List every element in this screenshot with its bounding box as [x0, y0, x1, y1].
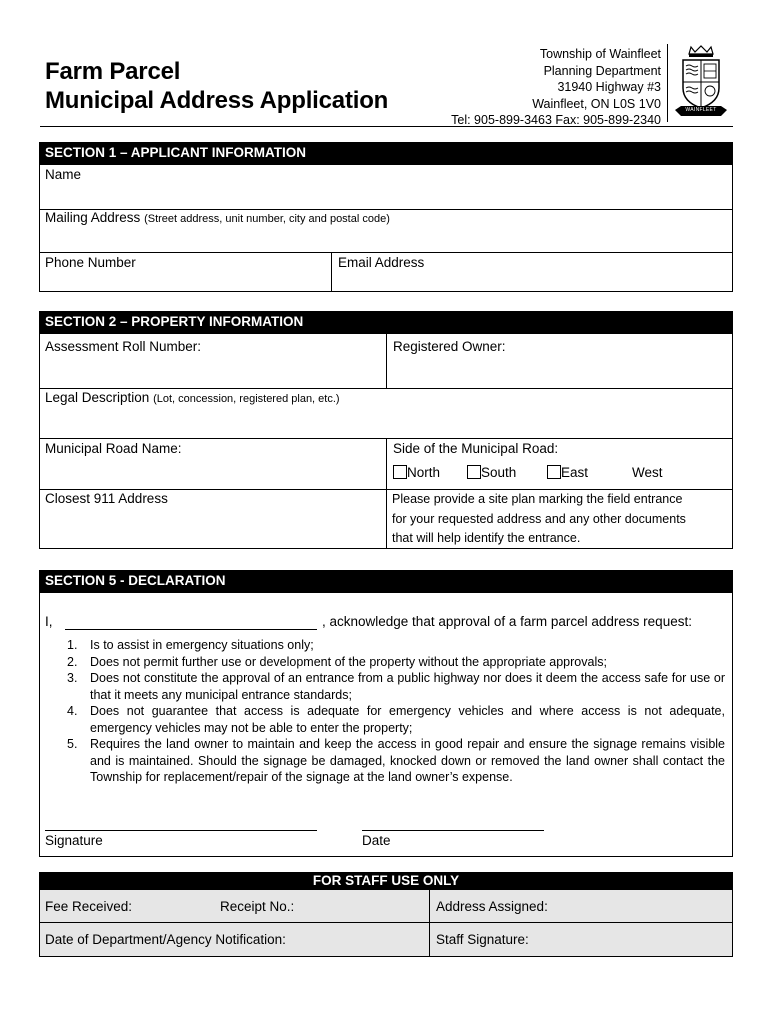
legal-description-label	[45, 390, 340, 405]
org-line: Wainfleet, ON L0S 1V0	[532, 96, 661, 111]
divider	[429, 890, 430, 957]
legal-description-field[interactable]	[42, 408, 730, 437]
site-plan-note-line: for your requested address and any other documents	[392, 511, 686, 526]
org-line: Planning Department	[543, 63, 661, 78]
municipal-road-field[interactable]	[42, 458, 382, 484]
date-label: Date	[362, 833, 391, 848]
section2-heading: SECTION 2 – PROPERTY INFORMATION	[39, 311, 733, 334]
mailing-address-label-text: Mailing Address	[45, 210, 141, 225]
closest-911-label: Closest 911 Address	[45, 491, 168, 506]
email-address-label: Email Address	[338, 255, 425, 270]
list-item: 4. Does not guarantee that access is adequate for emergency vehicles and where access is not adequate, emergency vehicles may not be able to enter the property;	[67, 704, 725, 735]
east-label: East	[561, 465, 589, 480]
divider	[39, 252, 733, 253]
header-rule	[40, 126, 733, 127]
phone-number-field[interactable]	[42, 272, 328, 290]
declaration-intro-suffix: , acknowledge that approval of a farm parcel address request:	[322, 614, 692, 629]
contact-line: Tel: 905-899-3463 Fax: 905-899-2340	[451, 113, 661, 127]
side-option-west[interactable]: West	[632, 465, 663, 480]
mailing-address-field[interactable]	[42, 228, 730, 251]
list-item: 2. Does not permit further use or development of the property without the appropriate approvals;	[67, 654, 607, 669]
declaration-item-text: Is to assist in emergency situations only;	[90, 638, 314, 652]
divider	[386, 334, 387, 388]
list-item: 1. Is to assist in emergency situations only;	[67, 638, 314, 652]
north-label: North	[407, 465, 441, 480]
staff-use-heading: FOR STAFF USE ONLY	[39, 872, 733, 890]
name-label: Name	[45, 167, 82, 182]
phone-number-label: Phone Number	[45, 255, 136, 270]
name-field[interactable]	[42, 185, 730, 209]
list-item: 3. Does not constitute the approval of an entrance from a public highway nor does it deem the access safe for use or that it meets any municipal entrance standards;	[67, 671, 725, 702]
notification-date-label: Date of Department/Agency Notification:	[45, 932, 286, 947]
registered-owner-field[interactable]	[390, 356, 730, 386]
declaration-item-text: Does not constitute the approval of an entrance from a public highway nor does it deem the access safe for use or that it meets any municipal entrance standards;	[90, 671, 725, 702]
divider	[386, 438, 387, 549]
municipal-road-label: Municipal Road Name:	[45, 441, 182, 456]
section5-heading: SECTION 5 - DECLARATION	[39, 570, 733, 593]
divider	[331, 252, 332, 292]
signature-line[interactable]	[45, 830, 317, 831]
closest-911-field[interactable]	[42, 510, 382, 546]
staff-signature-label: Staff Signature:	[436, 932, 529, 947]
receipt-number-label: Receipt No.:	[220, 899, 295, 914]
mailing-address-hint: (Street address, unit number, city and postal code)	[144, 213, 390, 225]
mailing-address-label	[45, 210, 390, 225]
side-option-east[interactable]	[547, 465, 588, 480]
site-plan-note-line: that will help identify the entrance.	[392, 531, 581, 545]
list-item: 5. Requires the land owner to maintain and keep the access in good repair and ensure the signage remains visible and is maintained. Should the signage be damaged, knocked down or removed the land owner shall contact the Township for replacement/repair of the signage at the land owner’s expense.	[67, 737, 725, 784]
divider	[39, 388, 733, 389]
section1-heading: SECTION 1 – APPLICANT INFORMATION	[39, 142, 733, 165]
date-line[interactable]	[362, 830, 544, 831]
address-assigned-label: Address Assigned:	[436, 899, 548, 914]
east-checkbox[interactable]	[547, 465, 561, 479]
township-address	[451, 46, 661, 129]
south-label: South	[481, 465, 517, 480]
header-divider	[667, 44, 668, 122]
declaration-item-text: Does not permit further use or development of the property without the appropriate approvals;	[90, 654, 607, 669]
north-checkbox[interactable]	[393, 465, 407, 479]
applicant-name-line[interactable]	[65, 629, 317, 630]
declaration-intro-prefix: I,	[45, 614, 53, 629]
crest-banner-text: WAINFLEET	[685, 107, 717, 113]
declaration-item-text: Requires the land owner to maintain and keep the access in good repair and ensure the signage remains visible and is maintained. Should the signage be damaged, knocked down or removed the land owner shall contact the Township for replacement/repair of the signage at the land owner’s expense.	[90, 737, 725, 784]
email-address-field[interactable]	[335, 272, 730, 290]
registered-owner-label: Registered Owner:	[393, 339, 506, 354]
org-line: Township of Wainfleet	[539, 47, 661, 61]
declaration-list	[67, 637, 725, 786]
assessment-roll-label: Assessment Roll Number:	[45, 339, 202, 354]
legal-description-label-text: Legal Description	[45, 390, 150, 405]
side-option-south[interactable]	[467, 465, 516, 480]
signature-label: Signature	[45, 833, 103, 848]
declaration-item-text: Does not guarantee that access is adequate for emergency vehicles and where access is not adequate, emergency vehicles may not be able to enter the property;	[90, 704, 725, 735]
form-title-line1: Farm Parcel	[45, 58, 181, 85]
south-checkbox[interactable]	[467, 465, 481, 479]
assessment-roll-field[interactable]	[42, 356, 382, 386]
legal-description-hint: (Lot, concession, registered plan, etc.)	[153, 393, 340, 405]
site-plan-note	[392, 490, 730, 549]
road-side-label: Side of the Municipal Road:	[393, 441, 559, 456]
divider	[39, 922, 733, 923]
side-option-north[interactable]	[393, 465, 440, 480]
site-plan-note-line: Please provide a site plan marking the field entrance	[392, 492, 683, 506]
fee-received-label: Fee Received:	[45, 899, 133, 914]
org-line: 31940 Highway #3	[557, 80, 661, 94]
form-title-line2: Municipal Address Application	[45, 87, 389, 114]
